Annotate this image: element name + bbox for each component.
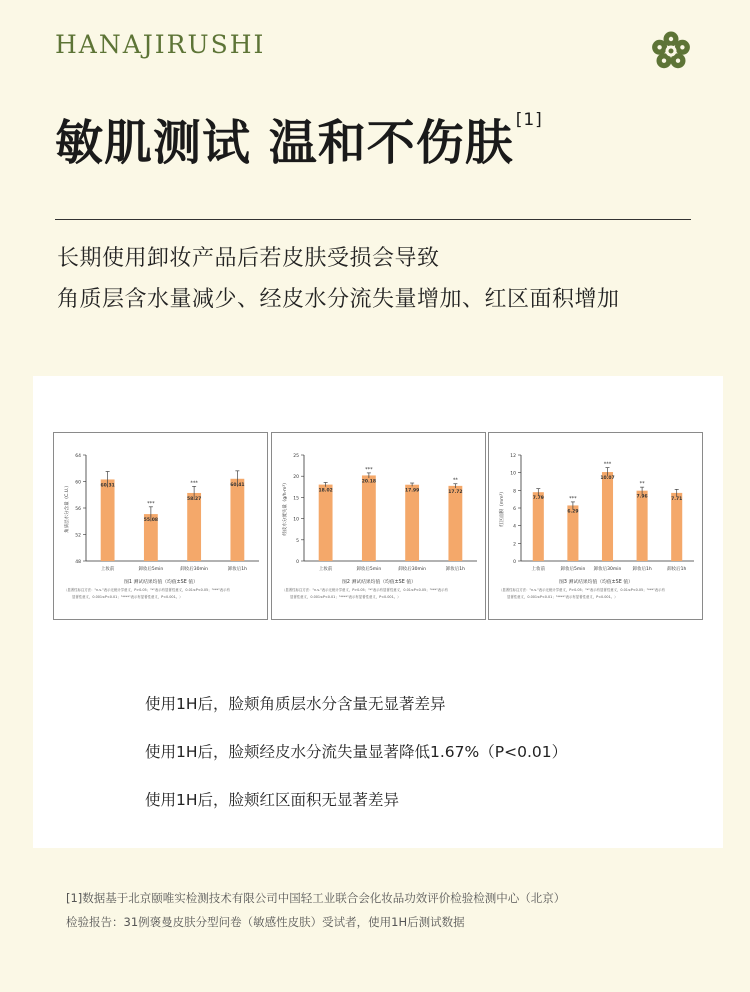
- chart-footnote-line-1: （显著性标注方法："n.s."表示无统计学意义，P>0.05；"*"表示有显著性意义，0.01≤P<0.05；"***"表示有: [64, 588, 230, 592]
- data-label: 18.02: [318, 488, 333, 494]
- data-label: 55.08: [143, 518, 158, 524]
- chart-footnote-line-1: （显著性标注方法："n.s."表示无统计学意义，P>0.05；"*"表示有显著性意义，0.01≤P<0.05；"***"表示有: [282, 588, 448, 592]
- data-label: 60.41: [230, 482, 245, 488]
- bar: [671, 493, 682, 561]
- chart-stratum-corneum-hydration: [54, 433, 269, 621]
- category-label: 卸妆后1h: [667, 567, 687, 572]
- chart-caption: 图3 测试结果均值（均值±SE 值）: [559, 580, 633, 585]
- title-reference: [1]: [515, 110, 543, 130]
- y-tick-label: 10: [510, 471, 516, 477]
- data-label: 10.07: [600, 476, 615, 482]
- chart-footnote-line-2: 显著性意义，0.001≤P<0.01；"****"表示有显著性意义，P<0.001。）: [507, 595, 618, 599]
- figure-1: [53, 432, 268, 620]
- brand-wordmark: HANAJIRUSHI: [55, 30, 266, 59]
- title-divider: [55, 219, 691, 220]
- bar: [101, 479, 115, 561]
- y-tick-label: 4: [513, 524, 516, 530]
- bar: [230, 479, 244, 561]
- figure-3: [488, 432, 703, 620]
- y-tick-label: 25: [293, 454, 299, 459]
- bar: [187, 493, 201, 561]
- data-label: 60.31: [100, 483, 115, 489]
- finding-red-area: 使用1H后，脸颊红区面积无显著差异: [145, 791, 400, 809]
- category-label: 卸妆后5min: [560, 567, 586, 572]
- significance-mark: **: [639, 481, 645, 488]
- bar: [602, 472, 613, 561]
- data-label: 6.29: [567, 509, 579, 515]
- footnote-report: 检验报告：31例褒曼皮肤分型问卷（敏感性皮肤）受试者，使用1H后测试数据: [66, 915, 465, 929]
- significance-mark: ***: [190, 480, 198, 487]
- data-label: 20.18: [361, 479, 376, 485]
- y-tick-label: 2: [513, 542, 516, 548]
- footnote-source: [1]数据基于北京颐唯实检测技术有限公司中国轻工业联合会化妆品功效评价检验检测中心（北京）: [66, 891, 566, 905]
- y-tick-label: 5: [296, 538, 299, 544]
- category-label: 卸妆后1h: [445, 567, 465, 572]
- significance-mark: **: [452, 477, 458, 484]
- significance-mark: ***: [603, 461, 612, 468]
- category-label: 上妆前: [100, 567, 115, 572]
- data-label: 7.79: [532, 496, 544, 502]
- y-axis-label: 经皮水分流失量（g/h·m²）: [283, 480, 288, 536]
- finding-hydration: 使用1H后，脸颊角质层水分含量无显著差异: [145, 695, 446, 713]
- category-label: 卸妆后30min: [593, 567, 622, 572]
- y-tick-label: 52: [75, 533, 81, 539]
- flower-logo-icon: [650, 30, 692, 72]
- chart-footnote-line-2: 显著性意义，0.001≤P<0.01；"****"表示有显著性意义，P<0.001。）: [290, 595, 401, 599]
- category-label: 卸妆后30min: [398, 567, 426, 572]
- subtitle-line-1: 长期使用卸妆产品后若皮肤受损会导致: [57, 246, 440, 271]
- chart-footnote-line-2: 显著性意义，0.001≤P<0.01；"****"表示有显著性意义，P<0.001。）: [72, 595, 183, 599]
- category-label: 卸妆后5min: [356, 567, 382, 572]
- bar: [405, 485, 419, 561]
- chart-footnote-line-1: （显著性标注方法："n.s."表示无统计学意义，P>0.05；"*"表示有显著性意义，0.01≤P<0.05；"***"表示有: [499, 588, 665, 592]
- data-label: 58.27: [187, 496, 202, 502]
- page-title: 敏肌测试 温和不伤肤 [1]: [55, 110, 543, 171]
- y-tick-label: 15: [293, 496, 299, 502]
- data-label: 17.99: [405, 488, 420, 494]
- figure-2: [271, 432, 486, 620]
- y-tick-label: 56: [75, 507, 81, 512]
- y-tick-label: 60: [75, 480, 81, 486]
- significance-mark: ***: [365, 466, 373, 473]
- y-tick-label: 64: [75, 454, 81, 459]
- y-tick-label: 48: [75, 560, 81, 565]
- y-tick-label: 10: [293, 517, 299, 523]
- y-tick-label: 8: [513, 489, 516, 495]
- y-axis-label: 角质层水分含量（C.U.）: [65, 483, 70, 533]
- results-panel: [33, 376, 723, 848]
- category-label: 卸妆后1h: [227, 567, 247, 572]
- chart-tewl: [272, 433, 487, 621]
- y-tick-label: 6: [513, 507, 516, 512]
- y-tick-label: 20: [293, 475, 299, 481]
- significance-mark: ***: [569, 495, 577, 502]
- significance-mark: ***: [147, 500, 155, 507]
- data-label: 7.96: [636, 494, 648, 500]
- category-label: 上妆前: [531, 567, 546, 572]
- bar: [319, 485, 333, 561]
- category-label: 卸妆后30min: [180, 567, 208, 572]
- data-label: 7.71: [671, 496, 683, 502]
- chart-red-area: [489, 433, 704, 621]
- category-label: 卸妆后5min: [138, 567, 164, 572]
- bar: [637, 491, 648, 561]
- category-label: 上妆前: [318, 567, 333, 572]
- subtitle-line-2: 角质层含水量减少、经皮水分流失量增加、红区面积增加: [57, 287, 620, 312]
- y-tick-label: 0: [296, 560, 299, 565]
- chart-caption: 图2 测试结果均值（均值±SE 值）: [342, 580, 416, 585]
- data-label: 17.72: [448, 489, 463, 495]
- bar: [362, 475, 376, 561]
- finding-tewl: 使用1H后，脸颊经皮水分流失量显著降低1.67%（P<0.01）: [145, 743, 568, 761]
- bar: [533, 492, 544, 561]
- category-label: 卸妆后1h: [632, 567, 652, 572]
- y-tick-label: 0: [513, 560, 516, 565]
- y-axis-label: 红区面积（mm²）: [500, 489, 505, 527]
- bar: [448, 486, 462, 561]
- chart-caption: 图1 测试结果均值（均值±SE 值）: [124, 580, 198, 585]
- y-tick-label: 12: [510, 454, 516, 459]
